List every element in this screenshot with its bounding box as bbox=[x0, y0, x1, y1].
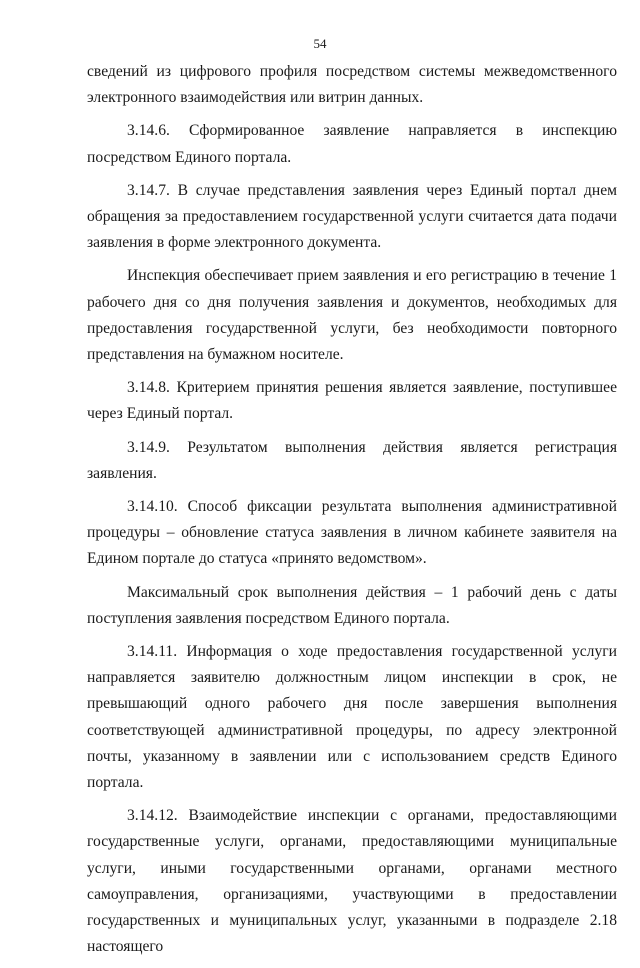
paragraph-continuation: сведений из цифрового профиля посредством системы межведомственного электронного взаимодействия или витрин данных. bbox=[87, 63, 617, 107]
paragraph-3-14-10: 3.14.10. Способ фиксации результата выполнения административной процедуры – обновление статуса заявления в личном кабинете заявителя на Едином портале до статуса «принято ведомством». bbox=[87, 498, 617, 568]
paragraph-3-14-11: 3.14.11. Информация о ходе предоставления государственной услуги направляется заявителю должностным лицом инспекции в срок, не превышающий одного рабочего дня после завершения выполнения соответствующей административной процедуры, по адресу электронной почты, указанному в заявлении или с использованием средств Единого портала. bbox=[87, 643, 617, 792]
paragraph-max-term: Максимальный срок выполнения действия – 1 рабочий день с даты поступления заявления посредством Единого портала. bbox=[87, 583, 617, 627]
paragraph-3-14-7: 3.14.7. В случае представления заявления через Единый портал днем обращения за предоставлением государственной услуги считается дата подачи заявления в форме электронного документа. bbox=[87, 181, 617, 252]
document-body bbox=[87, 59, 617, 968]
paragraph-3-14-12: 3.14.12. Взаимодействие инспекции с органами, предоставляющими государственные услуги, органами, предоставляющими муниципальные услуги, иными государственными органами, органами местного самоуправления, организациями, участвующими в предоставлении государственных и муниципальных услуг, указанными в подразделе 2.18 настоящего bbox=[87, 807, 617, 956]
paragraph-3-14-9: 3.14.9. Результатом выполнения действия является регистрация заявления. bbox=[87, 438, 617, 482]
page-number: 54 bbox=[313, 36, 327, 51]
paragraph-3-14-8: 3.14.8. Критерием принятия решения является заявление, поступившее через Единый портал. bbox=[87, 379, 617, 423]
paragraph-registration: Инспекция обеспечивает прием заявления и его регистрацию в течение 1 рабочего дня со дня получения заявления и документов, необходимых для предоставления государственной услуги, без необходимости повторного представления на бумажном носителе. bbox=[87, 267, 617, 364]
paragraph-3-14-6: 3.14.6. Сформированное заявление направляется в инспекцию посредством Единого портала. bbox=[87, 122, 617, 166]
